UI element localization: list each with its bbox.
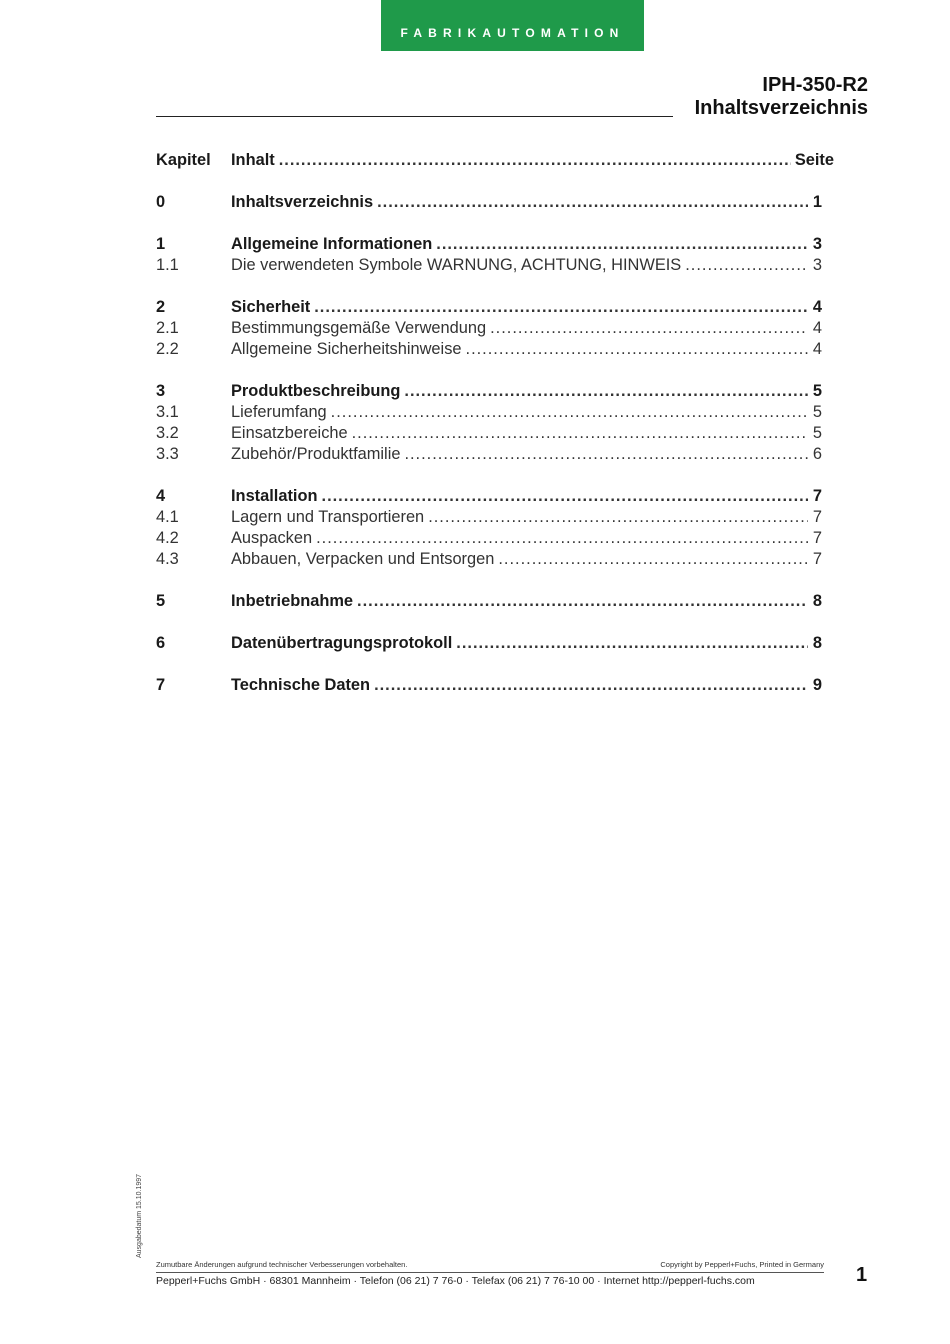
toc-entry-page: 6 xyxy=(812,445,822,463)
toc-entry-number: 1 xyxy=(156,235,166,253)
toc-entry-page: 3 xyxy=(812,235,822,253)
toc-chapter-row[interactable] xyxy=(156,192,822,213)
toc-entry-title: Bestimmungsgemäße Verwendung xyxy=(231,319,487,337)
toc-dot-leader xyxy=(404,444,808,465)
toc-entry-title: Inhaltsverzeichnis xyxy=(231,193,374,211)
toc-subchapter-row[interactable] xyxy=(156,549,822,570)
toc-entry-number: 3.3 xyxy=(156,445,179,463)
toc-entry-number: 4.2 xyxy=(156,529,179,547)
toc-chapter-row[interactable] xyxy=(156,486,822,507)
toc-entry-title: Lieferumfang xyxy=(231,403,327,421)
toc-dot-leader xyxy=(490,318,808,339)
document-title xyxy=(695,74,868,120)
toc-entry-page: 4 xyxy=(812,319,822,337)
toc-entry-title: Datenübertragungsprotokoll xyxy=(231,634,453,652)
toc-entry-title: Lagern und Transportieren xyxy=(231,508,425,526)
toc-entry-number: 7 xyxy=(156,676,166,694)
toc-entry-title: Sicherheit xyxy=(231,298,311,316)
toc-subchapter-row[interactable] xyxy=(156,423,822,444)
toc-entry-number: 4.3 xyxy=(156,550,179,568)
toc-entry-title: Produktbeschreibung xyxy=(231,382,401,400)
toc-entry-page: 5 xyxy=(812,424,822,442)
toc-entry-title: Die verwendeten Symbole WARNUNG, ACHTUNG, HINWEIS xyxy=(231,256,682,274)
toc-dot-leader xyxy=(685,255,808,276)
toc-dot-leader xyxy=(357,591,808,612)
toc-chapter-row[interactable] xyxy=(156,675,822,696)
toc-entry-page: 7 xyxy=(812,487,822,505)
toc-subchapter-row[interactable] xyxy=(156,318,822,339)
toc-entry-title: Abbauen, Verpacken und Entsorgen xyxy=(231,550,495,568)
brand-label: FABRIKAUTOMATION xyxy=(400,25,625,40)
toc-spacer xyxy=(156,612,834,633)
toc-subchapter-row[interactable] xyxy=(156,339,822,360)
toc-spacer xyxy=(156,276,834,297)
toc-dot-leader xyxy=(466,339,808,360)
toc-dot-leader xyxy=(404,381,808,402)
toc-spacer xyxy=(156,570,834,591)
toc-entry-page: 7 xyxy=(812,550,822,568)
toc-dot-leader xyxy=(322,486,808,507)
toc-dot-leader xyxy=(316,528,808,549)
toc-chapter-row[interactable] xyxy=(156,234,822,255)
toc-entry-page: 5 xyxy=(812,403,822,421)
toc-spacer xyxy=(156,654,834,675)
page-number: 1 xyxy=(856,1264,868,1286)
toc-entry-page: 3 xyxy=(812,256,822,274)
toc-subchapter-row[interactable] xyxy=(156,255,822,276)
toc-dot-leader xyxy=(456,633,808,654)
toc-entry-page: 1 xyxy=(812,193,822,211)
toc-dot-leader xyxy=(428,507,808,528)
footer-rule xyxy=(156,1272,824,1273)
toc-entry-number: 3.2 xyxy=(156,424,179,442)
toc-entry-number: 4 xyxy=(156,487,166,505)
toc-spacer xyxy=(156,360,834,381)
toc-entry-page: 7 xyxy=(812,508,822,526)
toc-entry-page: 7 xyxy=(812,529,822,547)
header-rule xyxy=(156,116,673,117)
toc-entry-number: 6 xyxy=(156,634,166,652)
section-title: Inhaltsverzeichnis xyxy=(694,97,868,119)
toc-header-chapter: Kapitel xyxy=(156,151,211,169)
toc-spacer xyxy=(156,465,834,486)
toc-dot-leader xyxy=(352,423,808,444)
toc-entry-number: 0 xyxy=(156,193,166,211)
toc-entry-page: 8 xyxy=(812,592,822,610)
toc-subchapter-row[interactable] xyxy=(156,444,822,465)
footer-copyright: Copyright by Pepperl+Fuchs, Printed in Germany xyxy=(660,1260,824,1269)
toc-dot-leader xyxy=(377,192,808,213)
toc-chapter-row[interactable] xyxy=(156,297,822,318)
toc-chapter-row[interactable] xyxy=(156,633,822,654)
toc-entry-number: 5 xyxy=(156,592,166,610)
toc-subchapter-row[interactable] xyxy=(156,402,822,423)
toc-spacer xyxy=(156,171,834,192)
issue-date: Ausgabedatum 15.10.1997 xyxy=(136,1173,143,1258)
toc-subchapter-row[interactable] xyxy=(156,507,822,528)
toc-header xyxy=(156,150,834,171)
toc-entry-number: 2 xyxy=(156,298,166,316)
toc-chapter-row[interactable] xyxy=(156,591,822,612)
toc-entry-title: Installation xyxy=(231,487,318,505)
toc-entry-number: 3.1 xyxy=(156,403,179,421)
toc-subchapter-row[interactable] xyxy=(156,528,822,549)
toc-entry-number: 1.1 xyxy=(156,256,179,274)
toc-entry-number: 2.2 xyxy=(156,340,179,358)
toc-entry-title: Allgemeine Sicherheitshinweise xyxy=(231,340,462,358)
toc-header-content: Inhalt xyxy=(231,151,275,169)
toc-entry-title: Auspacken xyxy=(231,529,313,547)
toc-entry-page: 8 xyxy=(812,634,822,652)
toc-header-page: Seite xyxy=(794,151,834,169)
toc-entry-page: 4 xyxy=(812,340,822,358)
toc-dot-leader xyxy=(374,675,808,696)
footer-address: Pepperl+Fuchs GmbH · 68301 Mannheim · Telefon (06 21) 7 76-0 · Telefax (06 21) 7 76-10 00 · Internet http://pepperl-fuchs.com xyxy=(156,1275,755,1287)
brand-banner xyxy=(381,0,644,51)
toc-entry-title: Inbetriebnahme xyxy=(231,592,354,610)
toc-dot-leader xyxy=(436,234,808,255)
toc-entry-page: 4 xyxy=(812,298,822,316)
product-name: IPH-350-R2 xyxy=(762,74,868,96)
toc-entry-page: 5 xyxy=(812,382,822,400)
toc-dot-leader xyxy=(314,297,808,318)
toc-entry-number: 4.1 xyxy=(156,508,179,526)
toc-entry-title: Einsatzbereiche xyxy=(231,424,348,442)
toc-entry-number: 3 xyxy=(156,382,166,400)
toc-entry-title: Zubehör/Produktfamilie xyxy=(231,445,401,463)
toc-dot-leader xyxy=(498,549,808,570)
toc-spacer xyxy=(156,213,834,234)
toc-entry-title: Allgemeine Informationen xyxy=(231,235,433,253)
toc-header-leader xyxy=(279,150,791,171)
toc-dot-leader xyxy=(331,402,808,423)
toc-entry-title: Technische Daten xyxy=(231,676,371,694)
table-of-contents xyxy=(156,150,834,696)
toc-chapter-row[interactable] xyxy=(156,381,822,402)
footer-note: Zumutbare Änderungen aufgrund technischer Verbesserungen vorbehalten. xyxy=(156,1260,408,1269)
toc-entry-page: 9 xyxy=(812,676,822,694)
toc-entry-number: 2.1 xyxy=(156,319,179,337)
